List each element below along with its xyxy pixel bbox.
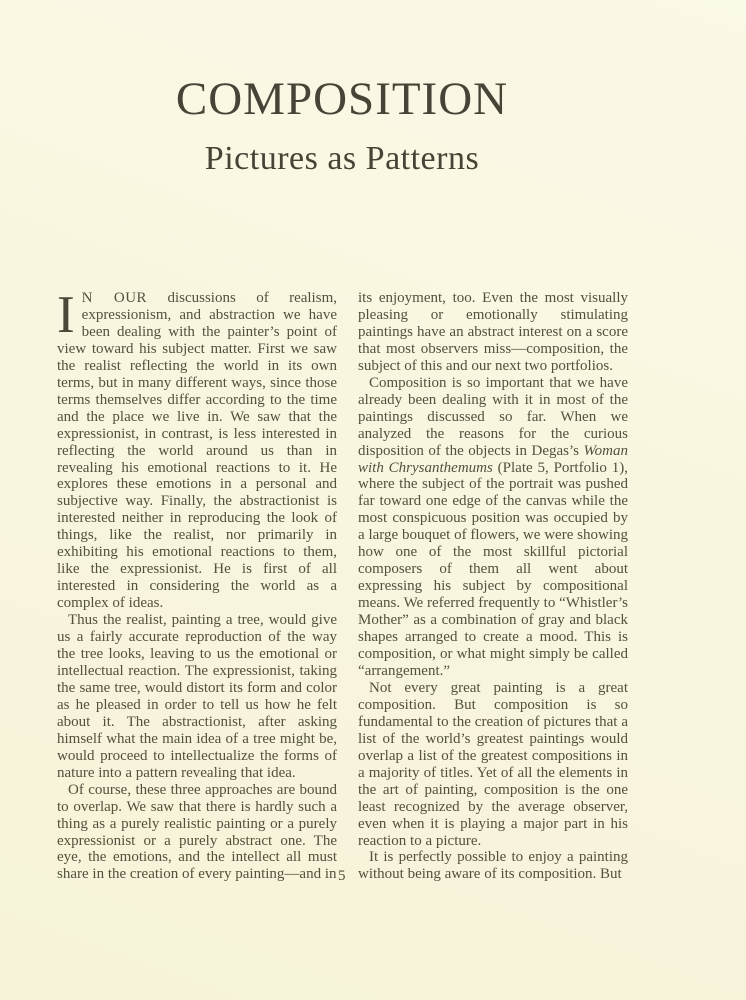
italic-text: Woman with Chrysanthemums xyxy=(358,442,628,476)
body-text: (Plate 5, Portfolio 1), where the subject of the portrait was pushed far toward one edge of the canvas while the most conspicuous position was occupied by a large bouquet of flowers, we were showing how one of the most skillful pictorial composers of them all went about expressing his subject by compositional means. We referred frequently to “Whistler’s Mother” as a combination of gray and black shapes arranged to create a mood. This is composition, or what might simply be called “arrangement.” xyxy=(358,459,628,679)
body-text: its enjoyment, too. Even the most visually pleasing or emotionally stimulating paintings have an abstract interest on a score that most observers miss—composition, the subject of this and our next two portfolios. xyxy=(358,290,628,374)
body-text: discussions of realism, expressionism, and abstraction we have been dealing with the painter’s point of view toward his subject matter. First we saw the realist reflecting the world in its own terms, but in many different ways, since those terms themselves differ according to the time and the place we live in. We saw that the expressionist, in contrast, is less interested in reflecting the world around us than in revealing his emotional reactions to it. He explores these emotions in a personal and subjective way. Finally, the abstractionist is interested neither in reproducing the look of things, like the realist, nor primarily in exhibiting his emotional reactions to them, like the expressionist. He is first of all interested in considering the world as a complex of ideas. xyxy=(57,290,337,612)
body-text: Of course, these three approaches are bound to overlap. We saw that there is hardly such a thing as a purely realistic painting or a purely expressionist or a purely abstract one. The eye, the emotions, and the intellect all must share in the creation of every painting—and in xyxy=(57,781,337,883)
paragraph xyxy=(358,290,628,375)
paragraph xyxy=(358,680,628,850)
body-text: Thus the realist, painting a tree, would give us a fairly accurate reproduction of the way the tree looks, leaving to us the emotional or intellectual reaction. The expressionist, taking the same tree, would distort its form and color as he pleased in order to tell us how he felt about it. The abstractionist, after asking himself what the main idea of a tree might be, would proceed to intellectualize the forms of nature into a pattern revealing that idea. xyxy=(57,612,337,781)
page-number: 5 xyxy=(338,868,346,884)
body-text: It is perfectly possible to enjoy a painting without being aware of its composition. But xyxy=(358,849,628,883)
text-column-right xyxy=(358,290,628,883)
paragraph xyxy=(358,849,628,883)
body-text: Composition is so important that we have already been dealing with it in most of the paintings discussed so far. When we analyzed the reasons for the curious disposition of the objects in Degas’s xyxy=(358,374,628,459)
paragraph xyxy=(358,375,628,680)
text-column-left xyxy=(57,286,337,883)
paragraph xyxy=(57,612,337,782)
lead-in-caps: N OUR xyxy=(81,290,148,306)
paragraph xyxy=(57,782,337,884)
drop-cap: I xyxy=(57,286,75,344)
paragraph xyxy=(57,286,337,612)
chapter-title: COMPOSITION xyxy=(175,73,509,125)
body-text: Not every great painting is a great composition. But composition is so fundamental to the creation of pictures that a list of the world’s greatest paintings would overlap a list of the greatest compositions in a majority of titles. Yet of all the elements in the art of painting, composition is the one least recognized by the average observer, even when it is playing a major part in his reaction to a picture. xyxy=(358,679,628,849)
chapter-subtitle: Pictures as Patterns xyxy=(204,140,480,177)
